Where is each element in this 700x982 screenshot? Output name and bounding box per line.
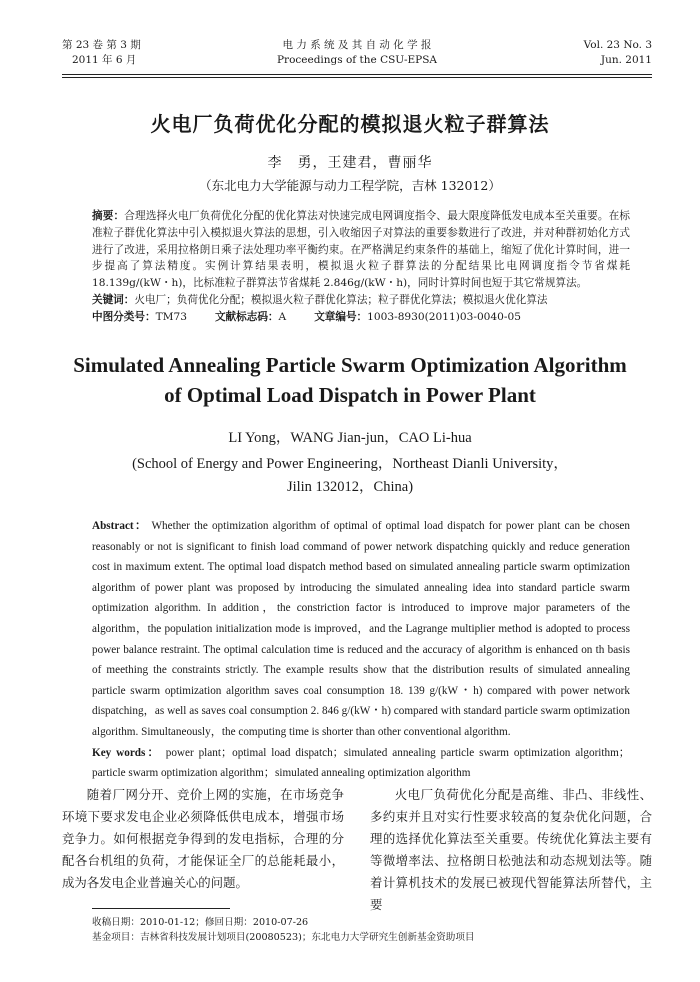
classification-info: 中图分类号：TM73 文献标志码：A 文章编号：1003-8930(2011)03-0040-05 (92, 310, 521, 323)
header-journal-name: 电 力 系 统 及 其 自 动 化 学 报 Proceedings of the CSU-EPSA (276, 39, 438, 66)
footnote-dates: 收稿日期：2010-01-12；修回日期：2010-07-26 (92, 917, 309, 928)
chinese-authors: 李 勇，王建君，曹丽华 (267, 155, 433, 171)
body-column-left: 随着厂网分开、竞价上网的实施，在市场竞争环境下要求发电企业必须降低供电成本，增强市场竞争力。如何根据竞争得到的发电指标，合理的分配各台机组的负荷，才能保证全厂的总能耗最小，成为各发电企业普遍关心的问题。 (62, 787, 344, 890)
header-issue-info: Vol. 23 No. 3 Jun. 2011 (583, 39, 652, 66)
chinese-keywords: 关键词：火电厂；负荷优化分配；模拟退火粒子群优化算法；粒子群优化算法；模拟退火优化算法 (92, 293, 548, 306)
chinese-abstract-block (92, 208, 630, 326)
english-title: Simulated Annealing Particle Swarm Optimization Algorithm of Optimal Load Dispatch in Power Plant (73, 353, 627, 407)
english-authors: LI Yong，WANG Jian-jun，CAO Li-hua (228, 430, 472, 446)
header-volume-info: 第 23 卷 第 3 期 2011 年 6 月 (62, 39, 141, 66)
chinese-affiliation: （东北电力大学能源与动力工程学院，吉林 132012） (199, 178, 501, 193)
footnote-fund: 基金项目：吉林省科技发展计划项目(20080523)；东北电力大学研究生创新基金资助项目 (92, 932, 475, 943)
body-text (62, 784, 652, 912)
chinese-abstract: 摘要：合理选择火电厂负荷优化分配的优化算法对快速完成电网调度指令、最大限度降低发电成本至关重要。在标准粒子群优化算法中引入模拟退火算法的思想，引入收缩因子对算法的重要参数进行了改进，并对种群初始化方式进行了改进，采用拉格朗日乘子法处理功率平衡约束。在严格满足约束条件的基础上，缩短了优化计算时间，进一步提高了算法精度。实例计算结果表明，模拟退火粒子群算法的分配结果比电网调度指令节省煤耗 18.139g/(kW・h)，比标准粒子群算法节省煤耗 2.846g/(kW・h)，同时计算时间也短于其它常规算法。 (92, 210, 631, 290)
footnote-rule (92, 908, 230, 909)
body-column-right: 火电厂负荷优化分配是高维、非凸、非线性、多约束并且对实行性要求较高的复杂优化问题，合理的选择优化算法至关重要。传统优化算法主要有等微增率法、拉格朗日松弛法和动态规划法等。随着计算机技术的发展已被现代智能算法所替代，主要 (370, 787, 652, 912)
english-keywords: Key words： power plant；optimal load dispatch；simulated annealing particle swarm optimization algorithm；particle swarm optimization algorithm；simulated annealing optimization algorithm (92, 746, 630, 780)
running-header (62, 38, 652, 78)
header-rule (62, 74, 652, 75)
english-abstract: Abstract： Whether the optimization algorithm of optimal of optimal load dispatch for power plant can be chosen reasonably or not is significant to finish load command of power network dispatching quickly and reduce generation cost in maximum extent. The optimal load dispatch method based on simulated annealing particle swarm optimization algorithm of power plant was proposed by introducing the simulated annealing idea into standard particle swarm optimization algorithm. In addition，the constriction factor is introduced to improve major parameters of the algorithm，the population initialization mode is improved，and the Lagrange multiplier method is adopted to process power balance restraint. The optimal calculation time is reduced and the accuracy of algorithm is enhanced on th basis of meething the constraints strictly. The example results show that the distribution results of simulated annealing particle swarm optimization algorithm saves coal consumption 18. 139 g/(kW・h) compared with power network dispatching，as well as saves coal consumption 2. 846 g/(kW・h) compared with standard particle swarm optimization algorithm. Simultaneously，the computing time is shorter than other conventional algorithm. (92, 520, 630, 738)
english-abstract-block (92, 516, 630, 784)
header-rule-thin (62, 77, 652, 78)
english-affiliation: (School of Energy and Power Engineering，Northeast Dianli University， Jilin 132012，China) (132, 456, 568, 495)
chinese-title: 火电厂负荷优化分配的模拟退火粒子群算法 (150, 112, 550, 136)
